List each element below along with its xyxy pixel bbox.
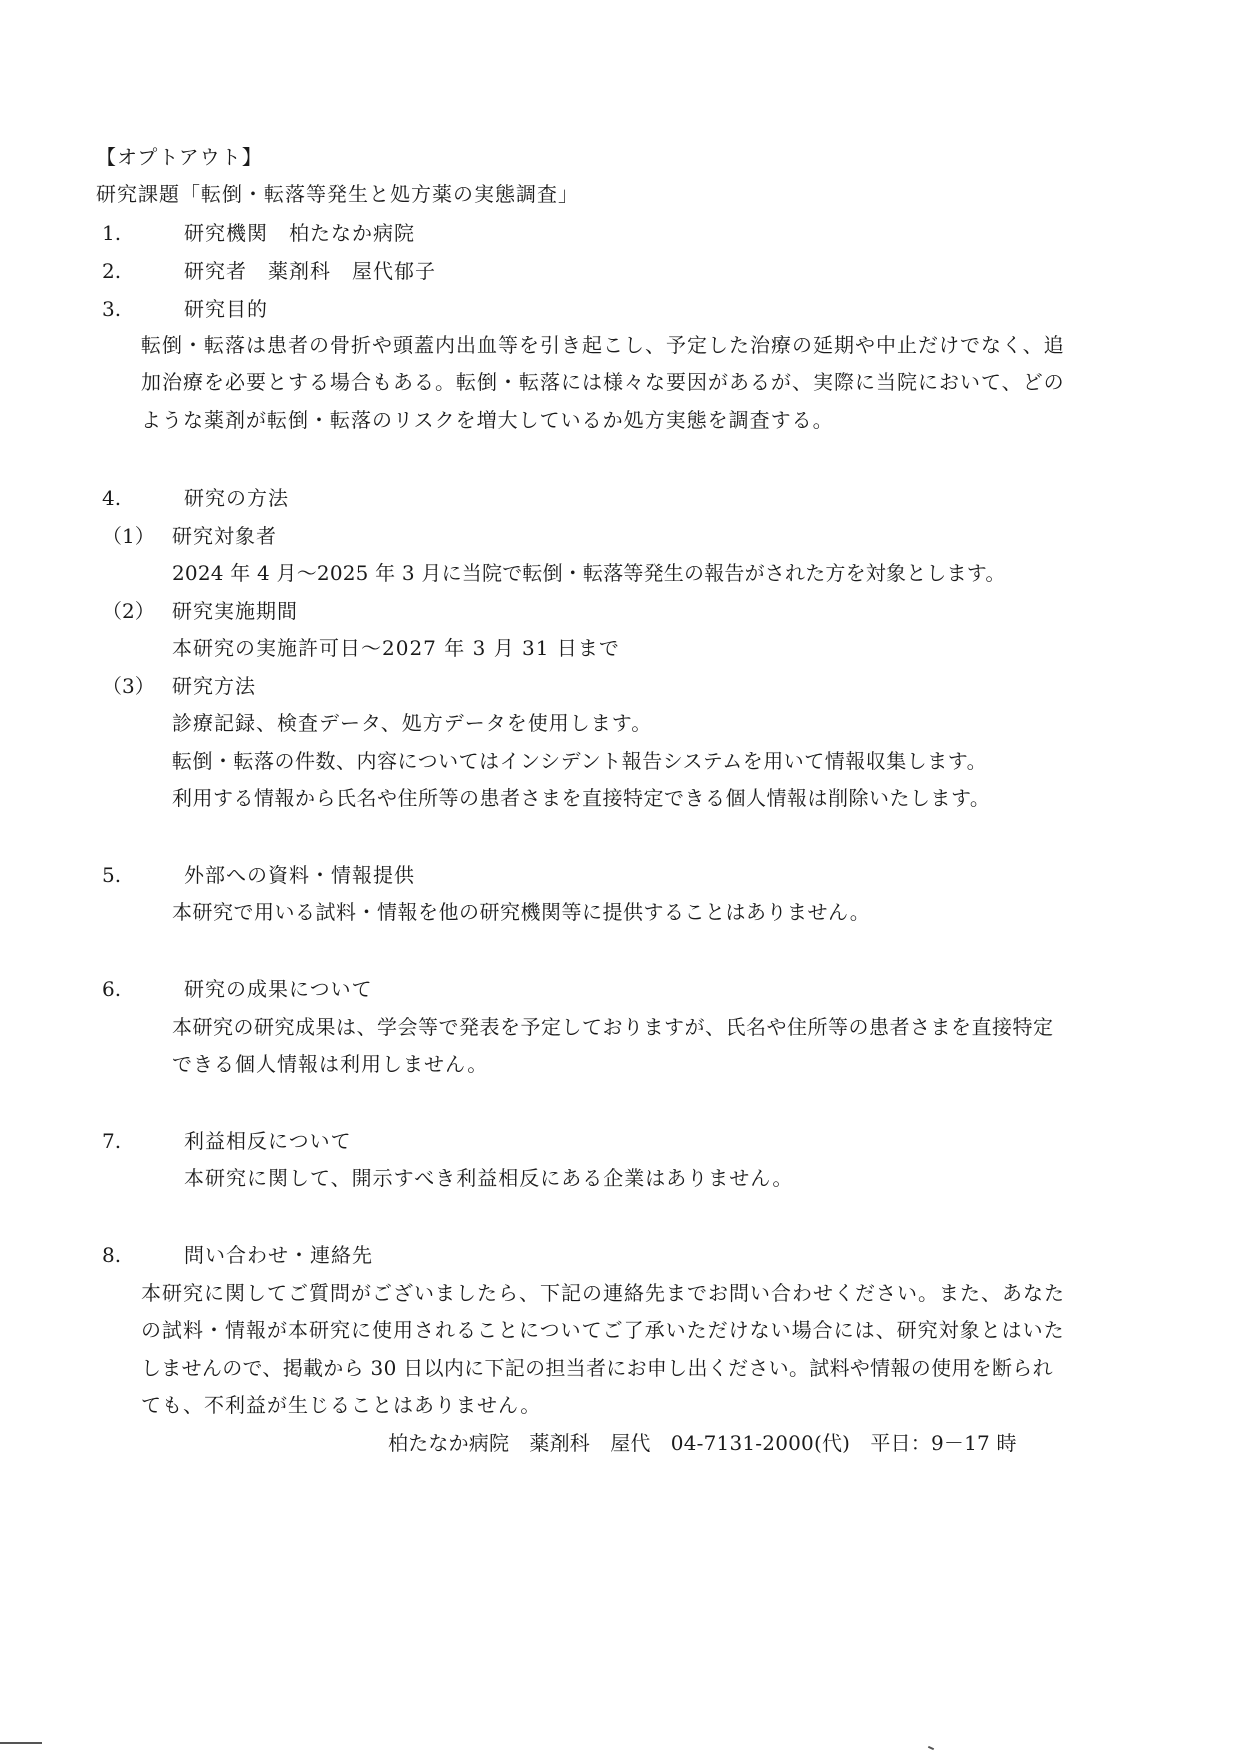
section-8-number: 8. <box>102 1243 122 1267</box>
subsection-3-line: 利用する情報から氏名や住所等の患者さまを直接特定できる個人情報は削除いたします。 <box>172 786 991 810</box>
document-title: 研究課題「転倒・転落等発生と処方薬の実態調査」 <box>96 182 579 206</box>
scan-artifact <box>0 1742 42 1744</box>
section-6-line: できる個人情報は利用しません。 <box>172 1052 489 1076</box>
section-6-number: 6. <box>102 977 122 1001</box>
subsection-3-label: （3） <box>102 674 155 698</box>
section-5-number: 5. <box>102 863 122 887</box>
section-1-text: 研究機関 柏たなか病院 <box>184 221 415 245</box>
section-3-line: 転倒・転落は患者の骨折や頭蓋内出血等を引き起こし、予定した治療の延期や中止だけでなく、追 <box>141 333 1065 357</box>
section-4-number: 4. <box>102 486 122 510</box>
subsection-2-heading: 研究実施期間 <box>172 599 298 623</box>
section-1-number: 1. <box>102 221 122 245</box>
section-3-line: ような薬剤が転倒・転落のリスクを増大しているか処方実態を調査する。 <box>141 408 834 432</box>
section-3-number: 3. <box>102 297 122 321</box>
section-6-heading: 研究の成果について <box>184 977 373 1001</box>
section-7-heading: 利益相反について <box>184 1129 352 1153</box>
section-2-text: 研究者 薬剤科 屋代郁子 <box>184 259 436 283</box>
section-8-line: ても、不利益が生じることはありません。 <box>141 1393 542 1417</box>
section-7-text: 本研究に関して、開示すべき利益相反にある企業はありません。 <box>184 1166 794 1190</box>
section-5-heading: 外部への資料・情報提供 <box>184 863 415 887</box>
scan-artifact <box>928 1746 934 1750</box>
section-3-heading: 研究目的 <box>184 297 268 321</box>
subsection-3-line: 診療記録、検査データ、処方データを使用します。 <box>172 711 653 735</box>
section-3-line: 加治療を必要とする場合もある。転倒・転落には様々な要因があるが、実際に当院において、どの <box>141 370 1065 394</box>
subsection-3-heading: 研究方法 <box>172 674 256 698</box>
subsection-1-heading: 研究対象者 <box>172 524 277 548</box>
section-2-number: 2. <box>102 259 122 283</box>
contact-line: 柏たなか病院 薬剤科 屋代 04-7131-2000(代) 平日：9－17 時 <box>388 1431 1017 1455</box>
section-5-text: 本研究で用いる試料・情報を他の研究機関等に提供することはありません。 <box>172 900 871 924</box>
section-8-line: しませんので、掲載から 30 日以内に下記の担当者にお申し出ください。試料や情報の使用を断られ <box>141 1356 1053 1380</box>
subsection-2-text: 本研究の実施許可日～2027 年 3 月 31 日まで <box>172 636 620 660</box>
subsection-1-label: （1） <box>102 524 155 548</box>
section-6-line: 本研究の研究成果は、学会等で発表を予定しておりますが、氏名や住所等の患者さまを直接特定 <box>172 1015 1054 1039</box>
subsection-2-label: （2） <box>102 599 155 623</box>
section-7-number: 7. <box>102 1129 122 1153</box>
section-8-heading: 問い合わせ・連絡先 <box>184 1243 373 1267</box>
section-8-line: の試料・情報が本研究に使用されることについてご了承いただけない場合には、研究対象とはいた <box>141 1318 1065 1342</box>
subsection-1-text: 2024 年 4 月～2025 年 3 月に当院で転倒・転落等発生の報告がされた方を対象とします。 <box>172 561 1006 585</box>
subsection-3-line: 転倒・転落の件数、内容についてはインシデント報告システムを用いて情報収集します。 <box>172 749 988 773</box>
optout-label: 【オプトアウト】 <box>96 145 263 169</box>
section-4-heading: 研究の方法 <box>184 486 289 510</box>
section-8-line: 本研究に関してご質問がございましたら、下記の連絡先までお問い合わせください。また、あなた <box>141 1281 1065 1305</box>
